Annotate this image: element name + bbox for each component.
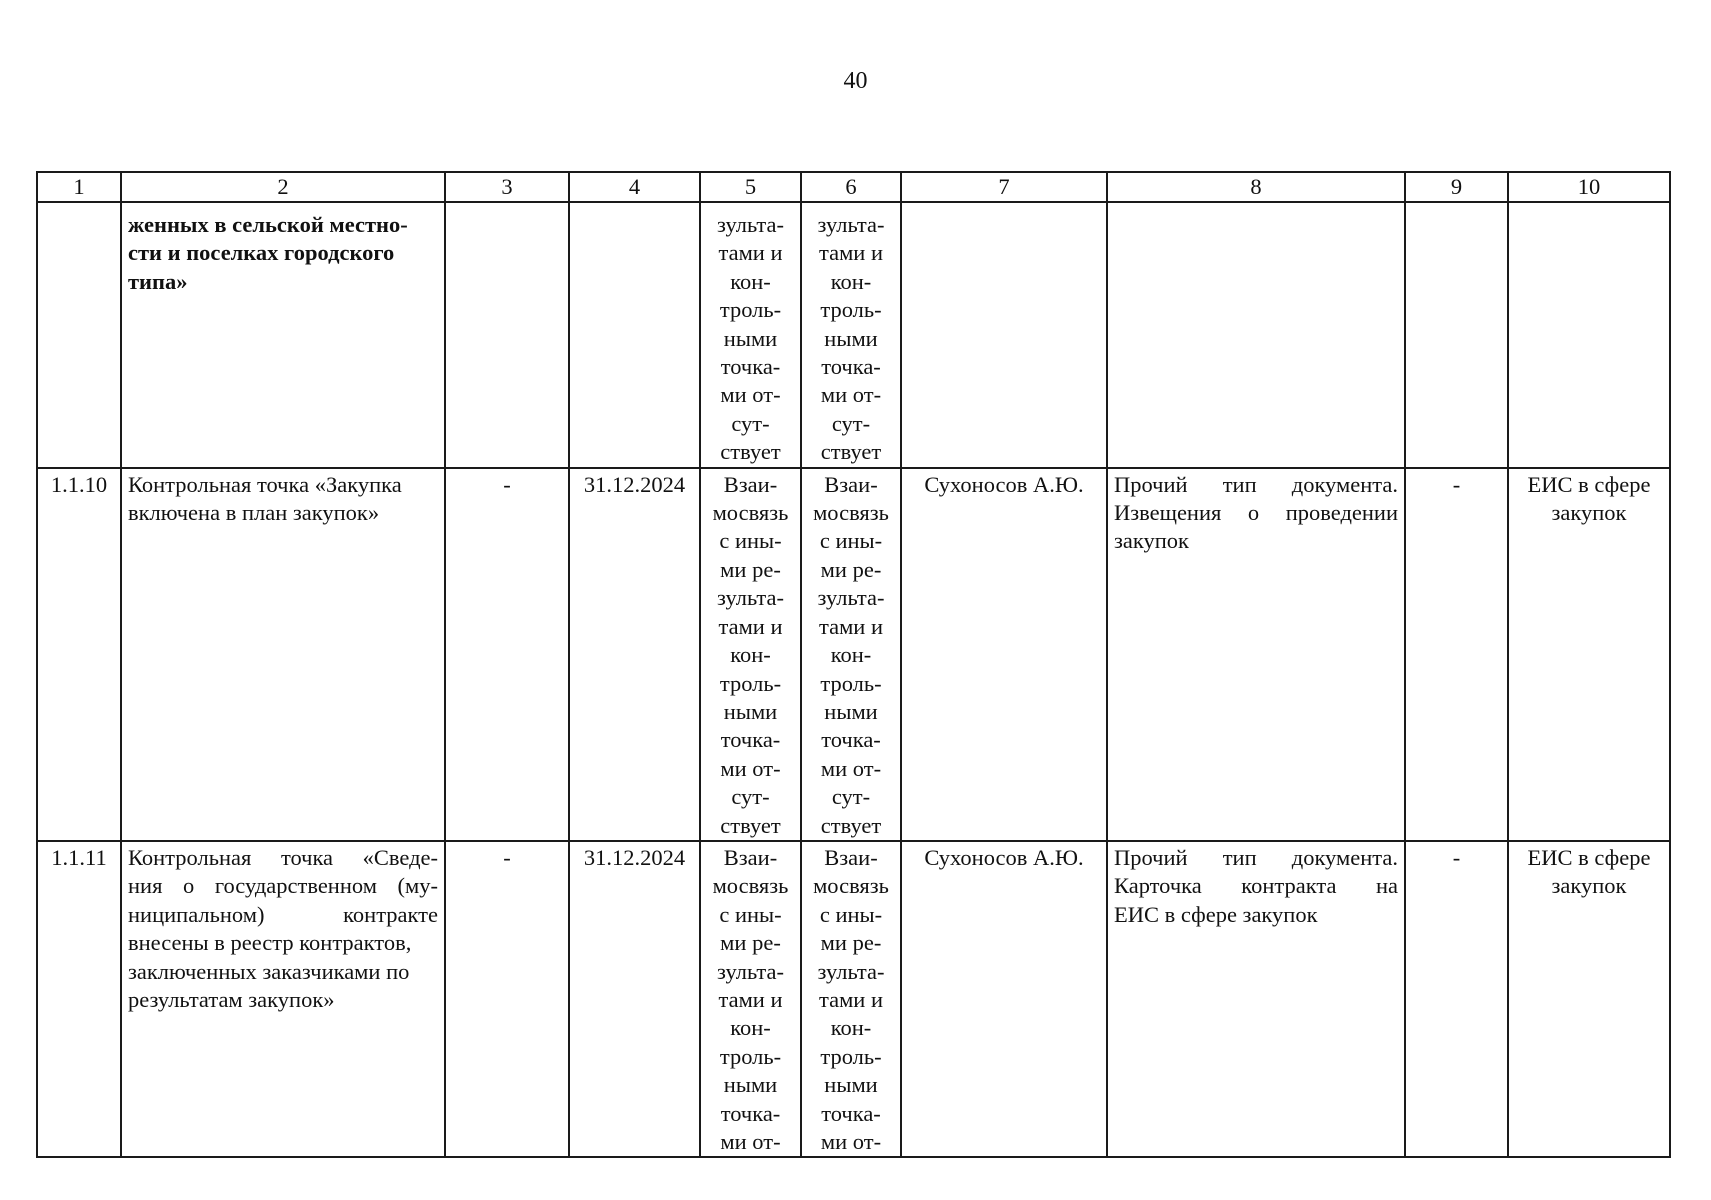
- name-line: ния о государственном (му-: [128, 873, 438, 899]
- cell-line: мосвязь: [712, 873, 789, 899]
- column-number-10: 10: [1508, 172, 1670, 202]
- cell-line: ствует: [820, 439, 882, 465]
- row-number-cell: [37, 202, 121, 468]
- cell-line: ми от-: [720, 755, 781, 781]
- column-7-cell: [901, 202, 1107, 468]
- table-row: [37, 202, 1670, 468]
- cell-line: зульта-: [817, 585, 885, 611]
- cell-line: кон-: [830, 1015, 872, 1041]
- cell-line: ными: [824, 1072, 878, 1098]
- cell-line: ными: [723, 1072, 778, 1098]
- name-line: результатам закупок»: [128, 986, 335, 1012]
- column-3-cell: -: [445, 841, 569, 1157]
- cell-line: ми ре-: [720, 930, 781, 956]
- cell-line: кон-: [730, 268, 771, 294]
- row-name-cell: [121, 841, 445, 1157]
- cell-line: сут-: [731, 784, 770, 810]
- row-number-cell: 1.1.10: [37, 468, 121, 841]
- cell-line: троль-: [719, 297, 782, 323]
- cell-line: мосвязь: [813, 873, 889, 899]
- name-line: включена в план закупок»: [128, 500, 380, 526]
- cell-line: ными: [824, 325, 878, 351]
- column-number-6: 6: [801, 172, 901, 202]
- cell-line: сут-: [731, 410, 770, 436]
- cell-line: закупок: [1551, 500, 1627, 526]
- cell-line: с ины-: [719, 901, 782, 927]
- document-type-cell: [1107, 841, 1405, 1157]
- cell-line: точка-: [720, 1100, 781, 1126]
- cell-line: троль-: [820, 1043, 882, 1069]
- information-system-cell: [1508, 468, 1670, 841]
- cell-line: ми от-: [720, 382, 781, 408]
- cell-line: кон-: [830, 642, 872, 668]
- name-line: Контрольная точка «Сведе-: [128, 844, 438, 870]
- column-number-4: 4: [569, 172, 700, 202]
- cell-line: точка-: [720, 727, 781, 753]
- column-9-cell: -: [1405, 468, 1508, 841]
- cell-line: точка-: [821, 1100, 881, 1126]
- cell-line: мосвязь: [813, 500, 889, 526]
- table-row: [37, 841, 1670, 1157]
- cell-line: ми от-: [820, 755, 882, 781]
- row-name-cell: [121, 202, 445, 468]
- cell-line: ми ре-: [820, 930, 882, 956]
- name-line: женных в сельской местно-: [128, 212, 408, 237]
- cell-line: ми от-: [820, 382, 882, 408]
- cell-line: тами и: [718, 986, 783, 1012]
- table-row: [37, 468, 1670, 841]
- cell-line: зульта-: [817, 958, 885, 984]
- cell-line: ствует: [720, 439, 781, 465]
- column-4-cell: 31.12.2024: [569, 841, 700, 1157]
- responsible-person-cell: Сухоносов А.Ю.: [901, 468, 1107, 841]
- cell-line: Прочий тип документа.: [1114, 471, 1398, 497]
- cell-line: Взаи-: [824, 471, 878, 497]
- cell-line: Взаи-: [723, 844, 778, 870]
- column-5-cell: [700, 202, 801, 468]
- cell-line: кон-: [730, 642, 771, 668]
- column-4-cell: 31.12.2024: [569, 468, 700, 841]
- cell-line: зульта-: [817, 212, 885, 237]
- cell-line: ми ре-: [820, 556, 882, 582]
- cell-line: точка-: [821, 727, 881, 753]
- name-line: сти и поселках городского: [128, 240, 395, 266]
- column-number-7: 7: [901, 172, 1107, 202]
- cell-line: точка-: [821, 354, 881, 380]
- column-number-8: 8: [1107, 172, 1405, 202]
- cell-line: Взаи-: [824, 844, 878, 870]
- cell-line: троль-: [820, 670, 882, 696]
- column-number-9: 9: [1405, 172, 1508, 202]
- column-4-cell: [569, 202, 700, 468]
- column-number-header-row: [37, 172, 1670, 202]
- row-number-cell: 1.1.11: [37, 841, 121, 1157]
- cell-line: ми от-: [720, 1129, 781, 1154]
- cell-line: кон-: [730, 1015, 771, 1041]
- column-6-cell: [801, 841, 901, 1157]
- cell-line: ными: [723, 325, 778, 351]
- cell-line: Извещения о проведении: [1114, 500, 1398, 526]
- cell-line: троль-: [719, 1043, 782, 1069]
- name-line: внесены в реестр контрактов,: [128, 930, 412, 956]
- cell-line: ЕИС в сфере закупок: [1114, 901, 1318, 927]
- cell-line: троль-: [719, 670, 782, 696]
- column-9-cell: -: [1405, 841, 1508, 1157]
- cell-line: тами и: [818, 613, 884, 639]
- row-name-cell: [121, 468, 445, 841]
- plan-table: [36, 171, 1671, 1158]
- cell-line: троль-: [820, 297, 882, 323]
- cell-line: ными: [723, 698, 778, 724]
- column-10-cell: [1508, 202, 1670, 468]
- cell-line: ми ре-: [720, 556, 781, 582]
- cell-line: закупок: [1114, 528, 1189, 554]
- cell-line: зульта-: [717, 958, 784, 984]
- column-3-cell: [445, 202, 569, 468]
- name-line: ниципальном) контракте: [128, 901, 438, 927]
- cell-line: с ины-: [819, 901, 883, 927]
- column-6-cell: [801, 202, 901, 468]
- column-number-2: 2: [121, 172, 445, 202]
- cell-line: сут-: [831, 410, 871, 436]
- information-system-cell: [1508, 841, 1670, 1157]
- cell-line: сут-: [831, 784, 871, 810]
- cell-line: ствует: [720, 812, 781, 838]
- cell-line: точка-: [720, 354, 781, 380]
- cell-line: ЕИС в сфере: [1527, 844, 1651, 870]
- cell-line: ми от-: [820, 1129, 882, 1154]
- column-number-1: 1: [37, 172, 121, 202]
- column-5-cell: [700, 841, 801, 1157]
- cell-line: тами и: [818, 240, 884, 266]
- cell-line: Взаи-: [723, 471, 778, 497]
- cell-line: ЕИС в сфере: [1527, 471, 1651, 497]
- name-line: Контрольная точка «Закупка: [128, 471, 402, 497]
- cell-line: Прочий тип документа.: [1114, 844, 1398, 870]
- document-type-cell: [1107, 468, 1405, 841]
- column-9-cell: [1405, 202, 1508, 468]
- page-number: 40: [843, 68, 868, 94]
- cell-line: мосвязь: [712, 500, 789, 526]
- cell-line: с ины-: [819, 528, 883, 554]
- column-number-3: 3: [445, 172, 569, 202]
- cell-line: тами и: [818, 986, 884, 1012]
- name-line: типа»: [128, 268, 188, 294]
- responsible-person-cell: Сухоносов А.Ю.: [901, 841, 1107, 1157]
- cell-line: зульта-: [717, 585, 784, 611]
- cell-line: ствует: [820, 812, 882, 838]
- name-line: заключенных заказчиками по: [128, 958, 410, 984]
- cell-line: с ины-: [719, 528, 782, 554]
- cell-line: Карточка контракта на: [1114, 873, 1398, 899]
- cell-line: зульта-: [717, 212, 784, 237]
- column-number-5: 5: [700, 172, 801, 202]
- cell-line: тами и: [718, 240, 783, 266]
- column-6-cell: [801, 468, 901, 841]
- column-8-cell: [1107, 202, 1405, 468]
- cell-line: тами и: [718, 613, 783, 639]
- column-3-cell: -: [445, 468, 569, 841]
- cell-line: кон-: [830, 268, 872, 294]
- cell-line: закупок: [1551, 873, 1627, 899]
- column-5-cell: [700, 468, 801, 841]
- cell-line: ными: [824, 698, 878, 724]
